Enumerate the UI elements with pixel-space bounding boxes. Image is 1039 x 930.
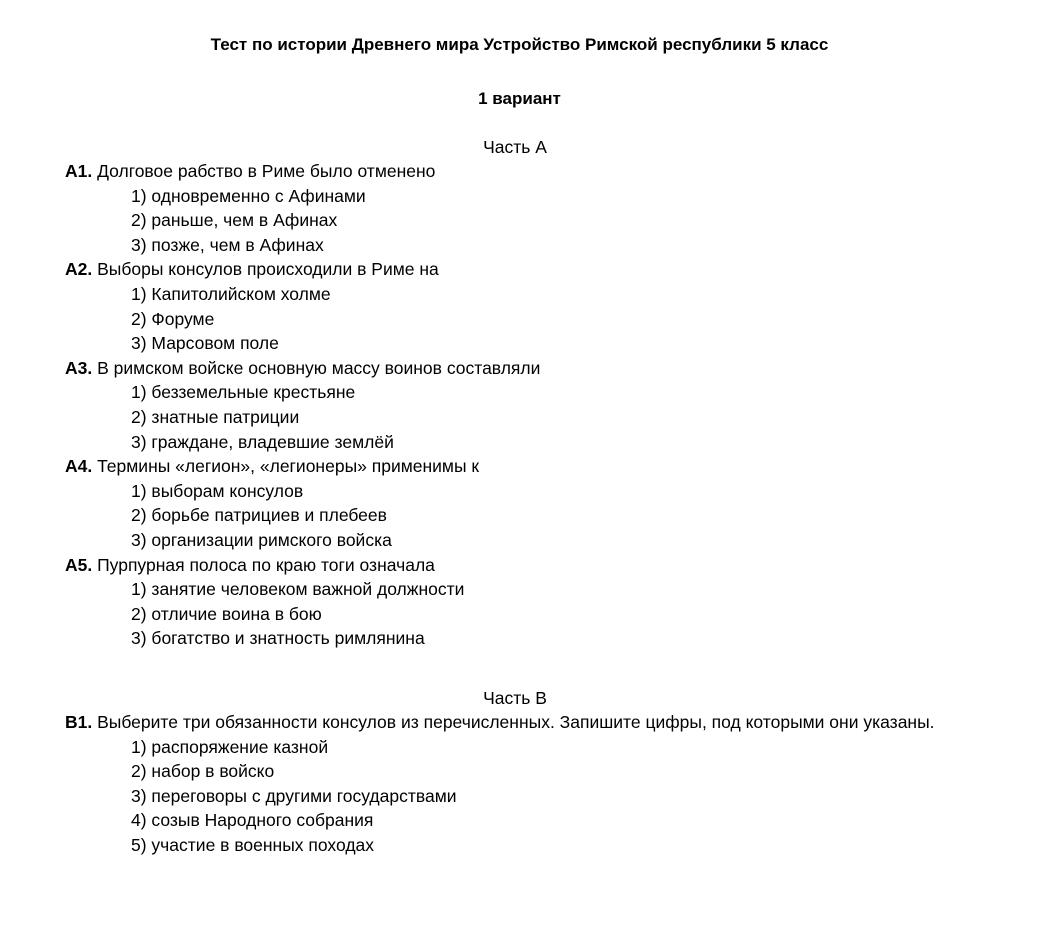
- question-body: В римском войске основную массу воинов составляли: [92, 357, 541, 378]
- answer-options: [65, 282, 965, 356]
- answer-option: 2) отличие воина в бою: [131, 603, 322, 624]
- answer-option: 1) занятие человеком важной должности: [131, 579, 465, 600]
- question-body: Пурпурная полоса по краю тоги означала: [92, 554, 435, 575]
- answer-option: 3) граждане, владевшие землёй: [131, 431, 394, 452]
- answer-option: 5) участие в военных походах: [131, 834, 375, 855]
- part-b-section: [65, 686, 965, 858]
- answer-option: 3) организации римского войска: [131, 529, 392, 550]
- part-a-heading: Часть А: [483, 137, 547, 157]
- question-text: [65, 553, 965, 578]
- answer-options: [65, 735, 965, 858]
- answer-option: 2) знатные патриции: [131, 406, 300, 427]
- answer-option: 3) богатство и знатность римлянина: [131, 628, 425, 649]
- answer-option: 1) выборам консулов: [131, 480, 304, 501]
- question-a3: [65, 356, 965, 454]
- question-text: [65, 356, 965, 381]
- question-a2: [65, 257, 965, 355]
- answer-option: 1) безземельные крестьяне: [131, 382, 356, 403]
- question-code: А5.: [65, 554, 93, 575]
- question-code: А4.: [65, 456, 93, 477]
- question-code: А3.: [65, 357, 93, 378]
- question-text: [65, 454, 965, 479]
- question-a1: [65, 159, 965, 257]
- answer-option: 4) созыв Народного собрания: [131, 810, 374, 831]
- question-a4: [65, 454, 965, 552]
- part-b-heading: Часть В: [483, 688, 547, 708]
- question-b1: [65, 710, 965, 858]
- question-body: Выберите три обязанности консулов из перечисленных. Запишите цифры, под которыми они указаны.: [92, 712, 935, 732]
- answer-option: 3) Марсовом поле: [131, 333, 279, 354]
- answer-option: 1) распоряжение казной: [131, 736, 329, 757]
- variant-title: 1 вариант: [478, 89, 561, 108]
- answer-options: [65, 479, 965, 553]
- document-title: Тест по истории Древнего мира Устройство Римской республики 5 класс: [210, 35, 829, 54]
- question-body: Долговое рабство в Риме было отменено: [92, 161, 436, 181]
- answer-options: [65, 577, 965, 651]
- question-code: А2.: [65, 259, 93, 280]
- question-a5: [65, 553, 965, 651]
- answer-option: 2) набор в войско: [131, 761, 275, 782]
- answer-option: 3) позже, чем в Афинах: [131, 234, 324, 255]
- question-code: А1.: [65, 161, 93, 181]
- part-a-section: [65, 135, 965, 651]
- answer-option: 1) Капитолийском холме: [131, 283, 331, 304]
- answer-option: 2) раньше, чем в Афинах: [131, 210, 338, 231]
- question-text: [65, 159, 965, 184]
- question-code: В1.: [65, 712, 93, 732]
- answer-options: [65, 380, 965, 454]
- answer-option: 3) переговоры с другими государствами: [131, 785, 457, 806]
- question-body: Термины «легион», «легионеры» применимы к: [92, 456, 480, 477]
- answer-option: 2) борьбе патрициев и плебеев: [131, 505, 387, 526]
- answer-option: 2) Форуме: [131, 308, 215, 329]
- answer-options: [65, 184, 965, 258]
- question-body: Выборы консулов происходили в Риме на: [92, 259, 439, 280]
- question-text: [65, 710, 965, 735]
- question-text: [65, 257, 965, 282]
- answer-option: 1) одновременно с Афинами: [131, 185, 366, 206]
